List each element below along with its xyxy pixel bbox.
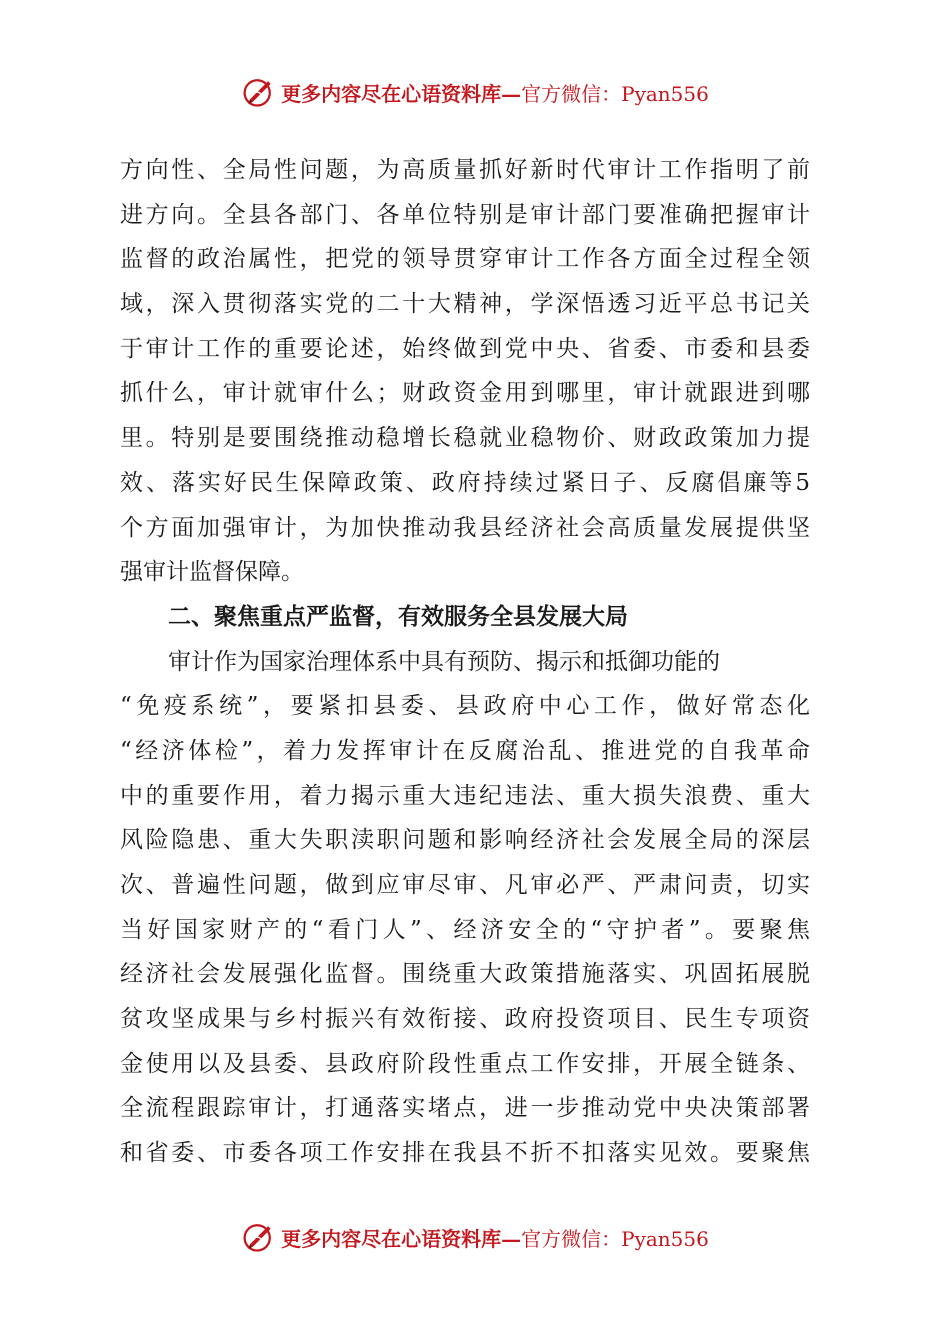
section-heading: 二、聚焦重点严监督，有效服务全县发展大局	[168, 602, 628, 630]
footer-brand-name: 更多内容尽在心语资料库—	[281, 1226, 522, 1251]
text-line: 监督的政治属性，把党的领导贯穿审计工作各方面全过程全领	[120, 246, 810, 273]
text-line: 当好国家财产的“看门人”、经济安全的“守护者”。要聚焦	[120, 916, 810, 943]
document-body	[120, 148, 810, 1176]
pen-logo-icon	[241, 1219, 277, 1255]
footer-brand-text	[281, 1223, 709, 1252]
footer-wechat-id: 官方微信：Pyan556	[521, 1226, 709, 1251]
text-line: 方向性、全局性问题，为高质量抓好新时代审计工作指明了前	[120, 157, 810, 183]
header-brand-text	[281, 78, 709, 107]
text-line: 审计作为国家治理体系中具有预防、揭示和抵御功能的	[168, 648, 720, 675]
text-line: 效、落实好民生保障政策、政府持续过紧日子、反腐倡廉等5	[120, 469, 810, 496]
text-line: 经济社会发展强化监督。围绕重大政策措施落实、巩固拓展脱	[120, 961, 810, 988]
text-line: 个方面加强审计，为加快推动我县经济社会高质量发展提供坚	[120, 514, 810, 541]
text-line: 里。特别是要围绕推动稳增长稳就业稳物价、财政政策加力提	[120, 425, 810, 452]
text-line: 贫攻坚成果与乡村振兴有效衔接、政府投资项目、民生专项资	[120, 1006, 810, 1033]
text-line: 全流程跟踪审计，打通落实堵点，进一步推动党中央决策部署	[120, 1095, 810, 1122]
text-line: 中的重要作用，着力揭示重大违纪违法、重大损失浪费、重大	[120, 782, 810, 809]
text-line: 风险隐患、重大失职渎职问题和影响经济社会发展全局的深层	[120, 827, 810, 854]
text-line: 抓什么，审计就审什么；财政资金用到哪里，审计就跟进到哪	[120, 380, 810, 407]
header-banner	[0, 72, 950, 112]
text-line: 次、普遍性问题，做到应审尽审、凡审必严、严肃问责，切实	[120, 872, 810, 898]
pen-logo-icon	[241, 74, 277, 110]
text-line: “经济体检”，着力发挥审计在反腐治乱、推进党的自我革命	[120, 737, 810, 764]
text-line: 和省委、市委各项工作安排在我县不折不扣落实见效。要聚焦	[120, 1140, 810, 1167]
text-line: 强审计监督保障。	[120, 559, 304, 586]
text-line: 金使用以及县委、县政府阶段性重点工作安排，开展全链条、	[120, 1050, 810, 1077]
text-line: 进方向。全县各部门、各单位特别是审计部门要准确把握审计	[120, 201, 810, 228]
text-line: 域，深入贯彻落实党的二十大精神，学深悟透习近平总书记关	[120, 291, 810, 318]
header-brand-name: 更多内容尽在心语资料库—	[281, 81, 522, 106]
text-line: “免疫系统”，要紧扣县委、县政府中心工作，做好常态化	[120, 693, 810, 720]
footer-banner	[0, 1217, 950, 1257]
text-line: 于审计工作的重要论述，始终做到党中央、省委、市委和县委	[120, 335, 810, 362]
header-wechat-id: 官方微信：Pyan556	[521, 81, 709, 106]
